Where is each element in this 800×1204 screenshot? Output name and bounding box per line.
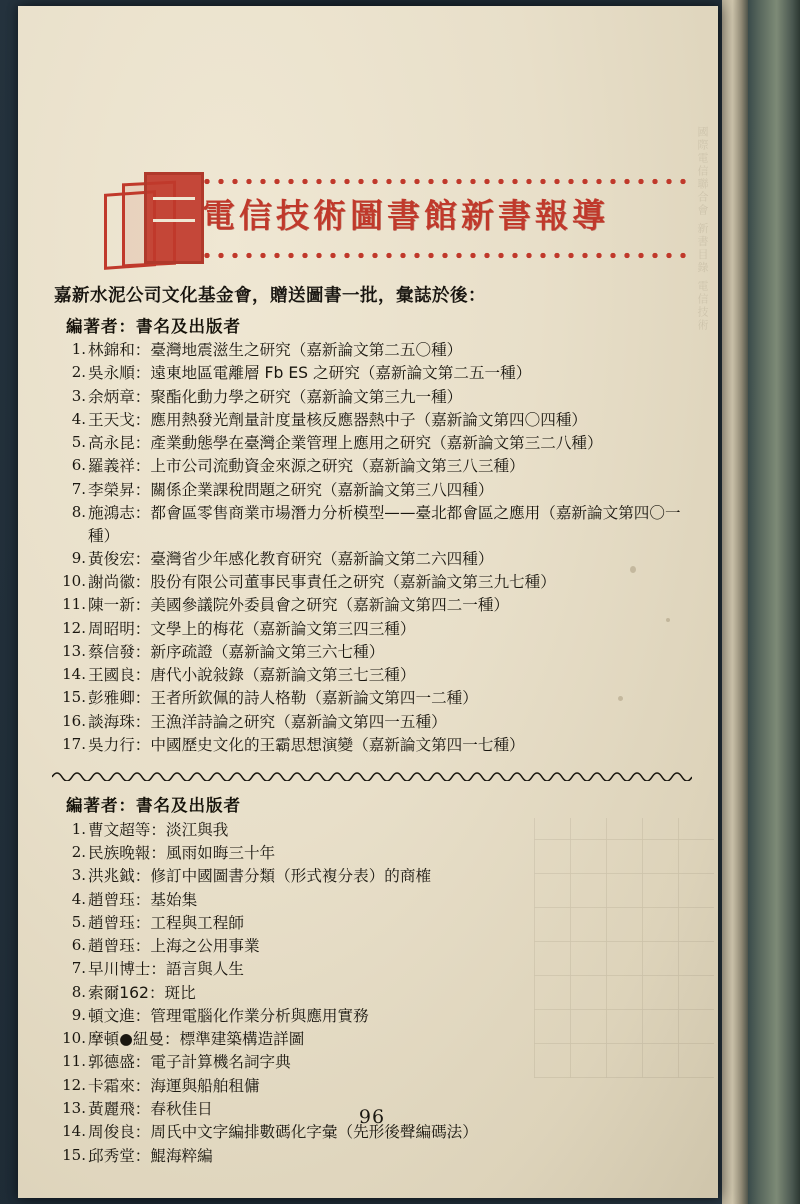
list-item-text: 吳永順：遠東地區電離層 Fb ES 之研究（嘉新論文第二五一種） bbox=[88, 364, 532, 383]
list-item-text: 索爾162：斑比 bbox=[88, 983, 196, 1002]
list-item-text: 摩頓●紐曼：標準建築構造詳圖 bbox=[88, 1030, 305, 1049]
list-item-number: 1. bbox=[71, 819, 86, 838]
list-item bbox=[52, 339, 692, 362]
list-item-number: 3. bbox=[71, 386, 86, 405]
list-item bbox=[52, 664, 692, 687]
book-spine bbox=[748, 0, 800, 1204]
lead-paragraph: 嘉新水泥公司文化基金會，贈送圖書一批，彙誌於後： bbox=[54, 286, 486, 306]
list-item-text: 吳力行：中國歷史文化的王霸思想演變（嘉新論文第四一七種） bbox=[88, 736, 525, 755]
list-item bbox=[52, 455, 692, 478]
list-item bbox=[52, 1005, 692, 1028]
list-item-number: 4. bbox=[71, 889, 86, 908]
list-item bbox=[52, 982, 692, 1005]
list-item-number: 5. bbox=[71, 433, 86, 452]
list-item-text: 陳一新：美國參議院外委員會之研究（嘉新論文第四二一種） bbox=[88, 596, 510, 615]
list-item bbox=[52, 842, 692, 865]
list-item bbox=[52, 865, 692, 888]
list-item-number: 4. bbox=[71, 409, 86, 428]
list-item-number: 8. bbox=[71, 982, 86, 1001]
list-item bbox=[52, 912, 692, 935]
section1-header: 編著者：書名及出版者 bbox=[66, 317, 241, 336]
banner-dot-rule-bottom bbox=[200, 252, 692, 259]
list-item-number: 3. bbox=[71, 866, 86, 885]
list-item-number: 10. bbox=[62, 572, 86, 591]
book-list-section1 bbox=[52, 339, 692, 757]
list-item bbox=[52, 687, 692, 710]
list-item bbox=[52, 502, 692, 548]
list-item-text: 洪兆鉞：修訂中國圖書分類（形式複分表）的商榷 bbox=[88, 867, 432, 886]
list-item-text: 邱秀堂：鯤海粹編 bbox=[88, 1146, 213, 1165]
list-item-text: 趙曾珏：基始集 bbox=[88, 890, 198, 909]
list-item bbox=[52, 548, 692, 571]
list-item-number: 12. bbox=[62, 1075, 86, 1094]
list-item bbox=[52, 734, 692, 757]
list-item-text: 林錦和：臺灣地震滋生之研究（嘉新論文第二五〇種） bbox=[88, 341, 463, 359]
list-item bbox=[52, 641, 692, 664]
list-item-text: 曹文超等：淡江與我 bbox=[88, 820, 229, 839]
list-item bbox=[52, 889, 692, 912]
list-item-text: 高永昆：產業動態學在臺灣企業管理上應用之研究（嘉新論文第三二八種） bbox=[88, 434, 603, 453]
list-item-number: 11. bbox=[62, 595, 86, 614]
section2-header: 編著者：書名及出版者 bbox=[66, 795, 241, 815]
list-item-number: 2. bbox=[71, 843, 86, 862]
list-item-number: 13. bbox=[62, 1098, 86, 1117]
list-item bbox=[52, 409, 692, 432]
list-item-number: 12. bbox=[62, 618, 86, 637]
list-item-text: 談海珠：王漁洋詩論之研究（嘉新論文第四一五種） bbox=[88, 712, 447, 731]
list-item bbox=[52, 594, 692, 617]
list-item-text: 卡霜來：海運與船舶租傭 bbox=[88, 1076, 260, 1095]
list-item-text: 郭德盛：電子計算機名詞字典 bbox=[88, 1053, 291, 1072]
list-item-number: 14. bbox=[62, 1122, 86, 1141]
list-item-number: 2. bbox=[71, 363, 86, 382]
page-sheet bbox=[18, 6, 718, 1198]
list-item-number: 6. bbox=[71, 456, 86, 475]
list-item-number: 10. bbox=[62, 1029, 86, 1048]
article-banner bbox=[52, 166, 692, 274]
list-item-number: 7. bbox=[71, 479, 86, 498]
list-item-text: 趙曾珏：上海之公用事業 bbox=[88, 937, 260, 956]
list-item-number: 9. bbox=[71, 548, 86, 567]
list-item-number: 9. bbox=[71, 1005, 86, 1024]
list-item bbox=[52, 618, 692, 641]
list-item-number: 15. bbox=[62, 688, 86, 707]
list-item bbox=[52, 1051, 692, 1074]
list-item bbox=[52, 571, 692, 594]
list-item-text: 李榮昇：關係企業課稅問題之研究（嘉新論文第三八四種） bbox=[88, 480, 494, 499]
banner-dot-rule-top bbox=[200, 178, 692, 185]
list-item-number: 13. bbox=[62, 641, 86, 660]
list-item bbox=[52, 362, 692, 385]
list-item-text: 周昭明：文學上的梅花（嘉新論文第三四三種） bbox=[88, 619, 416, 638]
show-through-text: 國際電信聯合會 新書目錄 電信技術 bbox=[696, 126, 709, 332]
list-item bbox=[52, 935, 692, 958]
list-item bbox=[52, 432, 692, 455]
list-item-text: 民族晚報：風雨如晦三十年 bbox=[88, 844, 276, 863]
list-item-number: 16. bbox=[62, 711, 86, 730]
list-item-text: 趙曾珏：工程與工程師 bbox=[88, 913, 244, 932]
list-item-text: 黃麗飛：春秋佳日 bbox=[88, 1099, 213, 1118]
list-item-text: 王國良：唐代小說敍錄（嘉新論文第三七三種） bbox=[88, 666, 416, 685]
list-item-number: 11. bbox=[62, 1052, 86, 1071]
list-item-text: 黃俊宏：臺灣省少年感化教育研究（嘉新論文第二六四種） bbox=[88, 549, 494, 568]
list-item bbox=[52, 1145, 692, 1168]
list-item-text: 周俊良：周氏中文字編排數碼化字彙（先形後聲編碼法） bbox=[88, 1123, 478, 1142]
stacked-books-icon bbox=[104, 172, 212, 268]
list-item-text: 羅義祥：上市公司流動資金來源之研究（嘉新論文第三八三種） bbox=[88, 457, 525, 476]
list-item bbox=[52, 819, 692, 842]
list-item-number: 15. bbox=[62, 1145, 86, 1164]
banner-title: 電信技術圖書館新書報導 bbox=[202, 196, 609, 235]
list-item-number: 7. bbox=[71, 959, 86, 978]
list-item-number: 14. bbox=[62, 665, 86, 684]
book-page-edge bbox=[722, 0, 748, 1204]
list-item-number: 1. bbox=[71, 340, 86, 358]
list-item-text: 施鴻志：都會區零售商業市場潛力分析模型——臺北都會區之應用（嘉新論文第四〇一種） bbox=[88, 503, 681, 545]
list-item bbox=[52, 1075, 692, 1098]
list-item-text: 王天戈：應用熱發光劑量計度量核反應器熱中子（嘉新論文第四〇四種） bbox=[88, 410, 588, 429]
list-item-text: 彭雅卿：王者所欽佩的詩人格勒（嘉新論文第四一二種） bbox=[88, 689, 478, 708]
list-item-text: 蔡信發：新序疏證（嘉新論文第三六七種） bbox=[88, 642, 385, 661]
wavy-divider bbox=[52, 767, 692, 781]
list-item-number: 17. bbox=[62, 735, 86, 754]
page-number: 96 bbox=[358, 1106, 386, 1128]
list-item-number: 5. bbox=[71, 912, 86, 931]
list-item bbox=[52, 479, 692, 502]
list-item bbox=[52, 711, 692, 734]
list-item-number: 8. bbox=[71, 502, 86, 521]
list-item-number: 6. bbox=[71, 936, 86, 955]
list-item bbox=[52, 1028, 692, 1051]
list-item-text: 謝尚徽：股份有限公司董事民事責任之研究（嘉新論文第三九七種） bbox=[88, 573, 556, 592]
list-item-text: 早川博士：語言與人生 bbox=[88, 960, 244, 979]
list-item bbox=[52, 958, 692, 981]
list-item-text: 余炳章：聚酯化動力學之研究（嘉新論文第三九一種） bbox=[88, 387, 463, 406]
list-item-text: 頓文進：管理電腦化作業分析與應用實務 bbox=[88, 1006, 369, 1025]
list-item bbox=[52, 386, 692, 409]
page-content bbox=[52, 166, 692, 1168]
